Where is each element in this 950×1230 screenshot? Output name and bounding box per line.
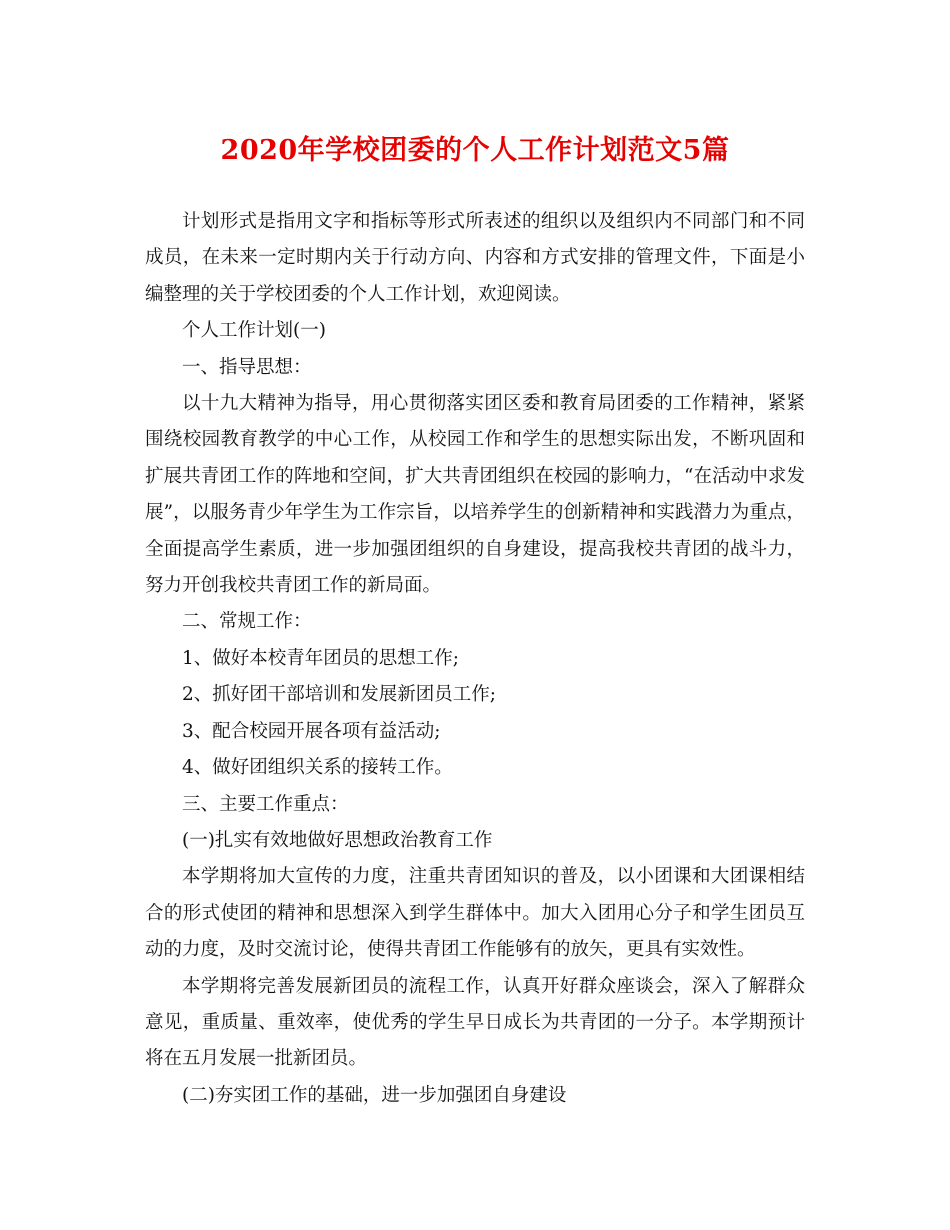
intro-paragraph: 计划形式是指用文字和指标等形式所表述的组织以及组织内不同部门和不同成员，在未来一定时期内关于行动方向、内容和方式安排的管理文件，下面是小编整理的关于学校团委的个人工作计划，欢迎阅读。 [145,211,805,305]
routine-item-2: 2、抓好团干部培训和发展新团员工作; [182,684,497,706]
section-heading-routine-work: 二、常规工作： [182,611,312,633]
routine-item-1: 1、做好本校青年团员的思想工作; [182,647,460,669]
section-heading-guiding-thought: 一、指导思想： [182,356,312,378]
political-education-paragraph: 本学期将加大宣传的力度，注重共青团知识的普及，以小团课和大团课相结合的形式使团的精神和思想深入到学生群体中。加大入团用心分子和学生团员互动的力度，及时交流讨论，使得共青团工作能够有的放矢，更具有实效性。 [145,866,805,961]
guiding-thought-paragraph: 以十九大精神为指导，用心贯彻落实团区委和教育局团委的工作精神，紧紧围绕校园教育教学的中心工作，从校园工作和学生的思想实际出发，不断巩固和扩展共青团工作的阵地和空间，扩大共青团组织在校园的影响力，“在活动中求发展”，以服务青少年学生为工作宗旨，以培养学生的创新精神和实践潜力为重点，全面提高学生素质，进一步加强团组织的自身建设，提高我校共青团的战斗力，努力开创我校共青团工作的新局面。 [145,393,805,597]
subheading-foundation: (二)夯实团工作的基础，进一步加强团自身建设 [182,1084,567,1106]
section-heading-plan-1: 个人工作计划(一) [182,320,326,342]
document-body [145,204,805,1114]
document-title: 2020年学校团委的个人工作计划范文5篇 [220,135,730,166]
subheading-political-education: (一)扎实有效地做好思想政治教育工作 [182,829,493,851]
routine-item-4: 4、做好团组织关系的接转工作。 [182,757,453,779]
section-heading-key-work: 三、主要工作重点： [182,793,349,815]
routine-item-3: 3、配合校园开展各项有益活动; [182,720,441,742]
new-member-paragraph: 本学期将完善发展新团员的流程工作，认真开好群众座谈会，深入了解群众意见，重质量、重效率，使优秀的学生早日成长为共青团的一分子。本学期预计将在五月发展一批新团员。 [145,975,805,1070]
